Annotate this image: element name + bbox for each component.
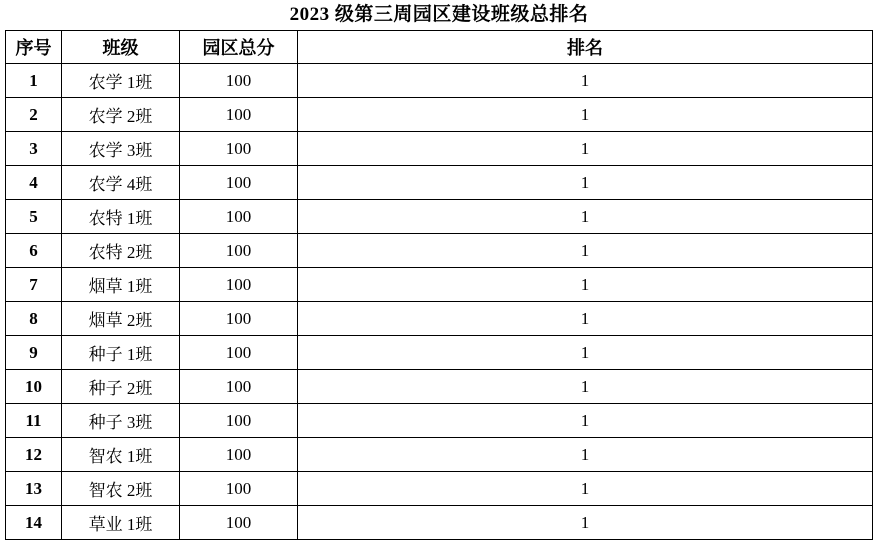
cell-score: 100	[180, 166, 298, 200]
ranking-table	[5, 30, 873, 540]
cell-class: 烟草 1班	[62, 268, 180, 302]
cell-score: 100	[180, 472, 298, 506]
cell-score: 100	[180, 64, 298, 98]
cell-rank: 1	[298, 370, 873, 404]
cell-seq: 9	[6, 336, 62, 370]
table-row	[6, 200, 873, 234]
cell-seq: 7	[6, 268, 62, 302]
cell-seq: 4	[6, 166, 62, 200]
cell-score: 100	[180, 268, 298, 302]
cell-score: 100	[180, 234, 298, 268]
table-row	[6, 98, 873, 132]
cell-rank: 1	[298, 268, 873, 302]
table-header	[6, 31, 873, 64]
cell-class: 农学 2班	[62, 98, 180, 132]
table-row	[6, 166, 873, 200]
cell-score: 100	[180, 506, 298, 540]
cell-score: 100	[180, 132, 298, 166]
cell-seq: 2	[6, 98, 62, 132]
cell-score: 100	[180, 438, 298, 472]
table-row	[6, 336, 873, 370]
cell-seq: 14	[6, 506, 62, 540]
cell-seq: 13	[6, 472, 62, 506]
table-row	[6, 64, 873, 98]
table-row	[6, 132, 873, 166]
page-title: 2023 级第三周园区建设班级总排名	[289, 4, 589, 25]
cell-rank: 1	[298, 472, 873, 506]
cell-rank: 1	[298, 234, 873, 268]
table-body	[6, 64, 873, 540]
cell-class: 农学 1班	[62, 64, 180, 98]
cell-rank: 1	[298, 404, 873, 438]
column-header-rank: 排名	[298, 31, 873, 64]
cell-class: 农学 3班	[62, 132, 180, 166]
table-header-row	[6, 31, 873, 64]
cell-score: 100	[180, 336, 298, 370]
cell-rank: 1	[298, 132, 873, 166]
table-row	[6, 234, 873, 268]
cell-score: 100	[180, 370, 298, 404]
cell-score: 100	[180, 404, 298, 438]
cell-score: 100	[180, 98, 298, 132]
cell-rank: 1	[298, 98, 873, 132]
table-row	[6, 268, 873, 302]
table-row	[6, 472, 873, 506]
cell-class: 农特 1班	[62, 200, 180, 234]
cell-rank: 1	[298, 506, 873, 540]
cell-class: 种子 3班	[62, 404, 180, 438]
cell-rank: 1	[298, 336, 873, 370]
cell-class: 智农 1班	[62, 438, 180, 472]
cell-rank: 1	[298, 200, 873, 234]
cell-seq: 3	[6, 132, 62, 166]
cell-score: 100	[180, 302, 298, 336]
cell-class: 智农 2班	[62, 472, 180, 506]
cell-seq: 12	[6, 438, 62, 472]
cell-rank: 1	[298, 166, 873, 200]
table-row	[6, 370, 873, 404]
table-row	[6, 506, 873, 540]
column-header-score: 园区总分	[180, 31, 298, 64]
column-header-seq: 序号	[6, 31, 62, 64]
column-header-class: 班级	[62, 31, 180, 64]
cell-rank: 1	[298, 64, 873, 98]
cell-class: 农学 4班	[62, 166, 180, 200]
cell-seq: 8	[6, 302, 62, 336]
cell-rank: 1	[298, 438, 873, 472]
cell-seq: 11	[6, 404, 62, 438]
cell-score: 100	[180, 200, 298, 234]
cell-class: 草业 1班	[62, 506, 180, 540]
cell-seq: 10	[6, 370, 62, 404]
cell-class: 农特 2班	[62, 234, 180, 268]
cell-rank: 1	[298, 302, 873, 336]
cell-class: 烟草 2班	[62, 302, 180, 336]
cell-seq: 6	[6, 234, 62, 268]
cell-class: 种子 1班	[62, 336, 180, 370]
table-row	[6, 302, 873, 336]
table-row	[6, 404, 873, 438]
cell-seq: 1	[6, 64, 62, 98]
cell-seq: 5	[6, 200, 62, 234]
cell-class: 种子 2班	[62, 370, 180, 404]
table-row	[6, 438, 873, 472]
